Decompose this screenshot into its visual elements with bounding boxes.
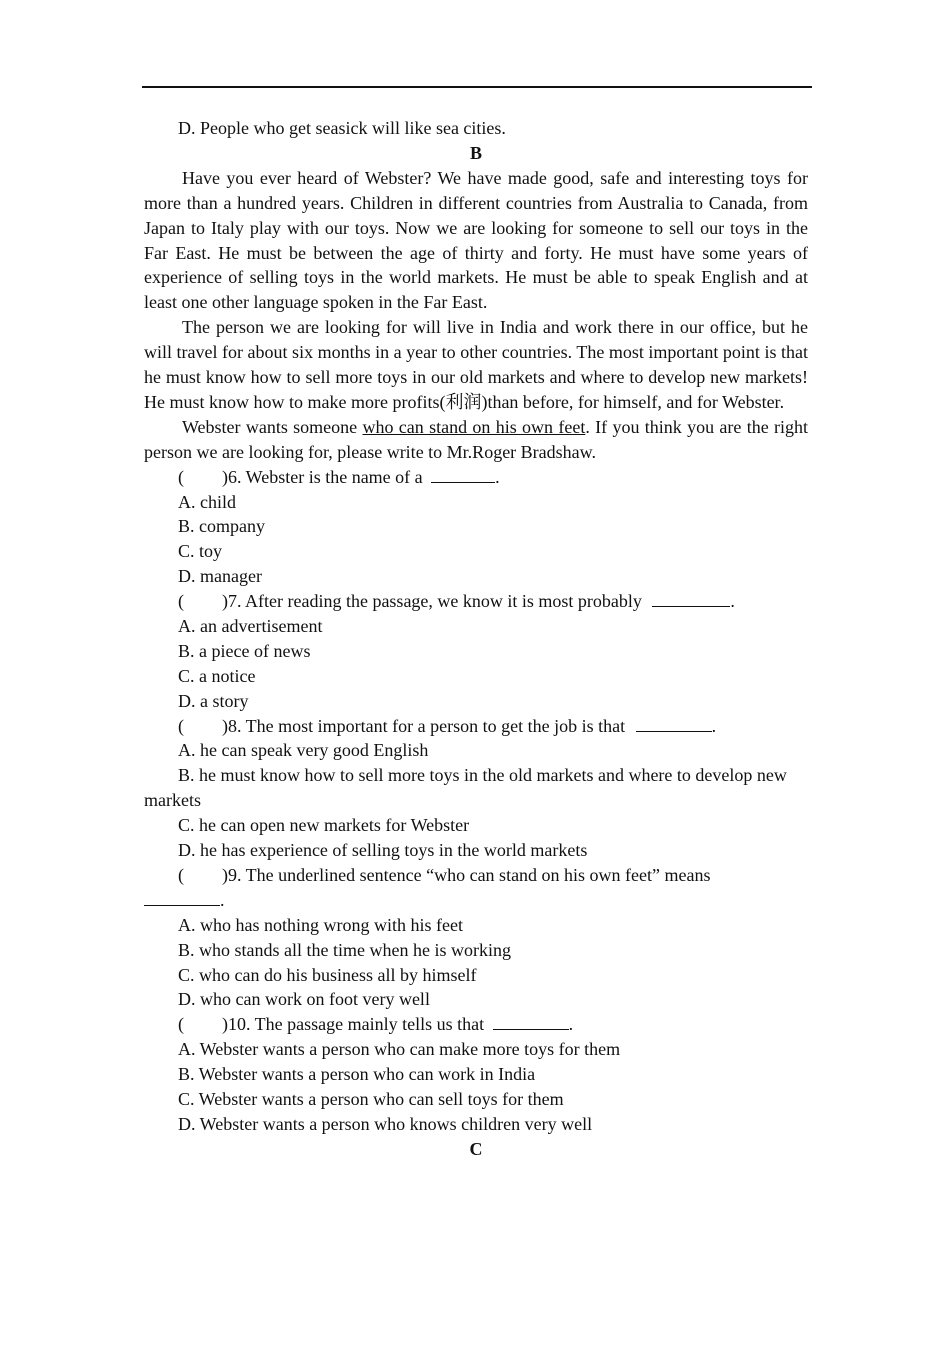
paragraph-3-text-end: . If you think you are the right person we are looking for, please write to Mr.Roger Bradshaw. [144,416,808,462]
question-text: )10. The passage mainly tells us that [222,1014,489,1035]
question-10-option-c: C. Webster wants a person who can sell toys for them [178,1088,564,1109]
answer-blank [493,1015,569,1030]
question-9-blank-line [144,888,808,913]
question-8-option-b: B. he must know how to sell more toys in the old markets and where to develop new markets [144,765,787,811]
question-end: . [495,466,500,487]
question-6-stem [144,465,808,490]
question-9-option-c: C. who can do his business all by himself [178,964,477,985]
question-8-option-d: D. he has experience of selling toys in the world markets [178,840,588,861]
question-6-option-b: B. company [178,516,265,537]
question-end: . [711,715,717,736]
header-rule [142,86,812,88]
passage-paragraph-1: Have you ever heard of Webster? We have made good, safe and interesting toys for more than a hundred years. Children in different countries from Australia to Canada, from Japan to Italy play with our toys. Now we are looking for someone to sell our toys in the Far East. He must be between the age of thirty and forty. He must have some years of experience of selling toys in the world markets. He must be able to speak English and at least one other language spoken in the Far East. [144,167,808,313]
question-end: . [220,889,225,910]
question-7-option-a: A. an advertisement [178,616,323,636]
question-10-option-b: B. Webster wants a person who can work in India [178,1064,536,1085]
answer-paren: ( [178,466,184,487]
question-end: . [568,1014,574,1035]
section-b-heading: B [469,142,482,163]
question-6-option-c: C. toy [178,541,223,562]
question-9-stem [144,863,808,888]
underlined-sentence: who can stand on his own feet [362,416,586,437]
question-10-option-d: D. Webster wants a person who knows children very well [178,1113,593,1134]
question-8-option-c: C. he can open new markets for Webster [178,815,470,836]
answer-paren: ( [178,591,184,612]
paragraph-3-text-start: Webster wants someone [182,416,363,437]
question-text: )7. After reading the passage, we know it is most probably [222,591,647,612]
question-9-option-d: D. who can work on foot very well [178,989,430,1010]
answer-blank [636,717,712,732]
question-10-stem [144,1012,808,1037]
previous-question-option-d: D. People who get seasick will like sea cities. [178,118,506,138]
question-8-option-a: A. he can speak very good English [178,740,429,761]
question-6-option-a: A. child [178,491,236,512]
question-text: )8. The most important for a person to get the job is that [222,715,630,736]
question-8-stem [144,714,808,739]
question-end: . [730,591,735,612]
answer-paren: ( [178,864,184,885]
question-10-option-a: A. Webster wants a person who can make more toys for them [178,1039,621,1060]
question-7-stem [144,589,808,614]
section-c-heading: C [469,1138,483,1159]
question-7-option-b: B. a piece of news [178,640,311,661]
answer-paren: ( [178,1014,184,1035]
question-7-option-c: C. a notice [178,665,256,686]
document-body [144,116,808,1162]
passage-paragraph-2: The person we are looking for will live in India and work there in our office, but he will travel for about six months in a year to other countries. The most important point is that he must know how to sell more toys in our old markets and where to develop new markets! He must know how to make more profits(利润)than before, for himself, and for Webster. [144,317,808,412]
question-text: )6. Webster is the name of a [222,466,428,487]
question-7-option-d: D. a story [178,690,249,711]
passage-paragraph-3 [144,415,808,465]
question-9-option-b: B. who stands all the time when he is working [178,939,511,960]
question-text: )9. The underlined sentence “who can stand on his own feet” means [222,864,711,885]
answer-blank [144,891,220,906]
answer-blank [431,468,495,483]
question-6-option-d: D. manager [178,566,262,587]
answer-blank [652,592,730,607]
answer-paren: ( [178,715,184,736]
question-9-option-a: A. who has nothing wrong with his feet [178,914,463,935]
